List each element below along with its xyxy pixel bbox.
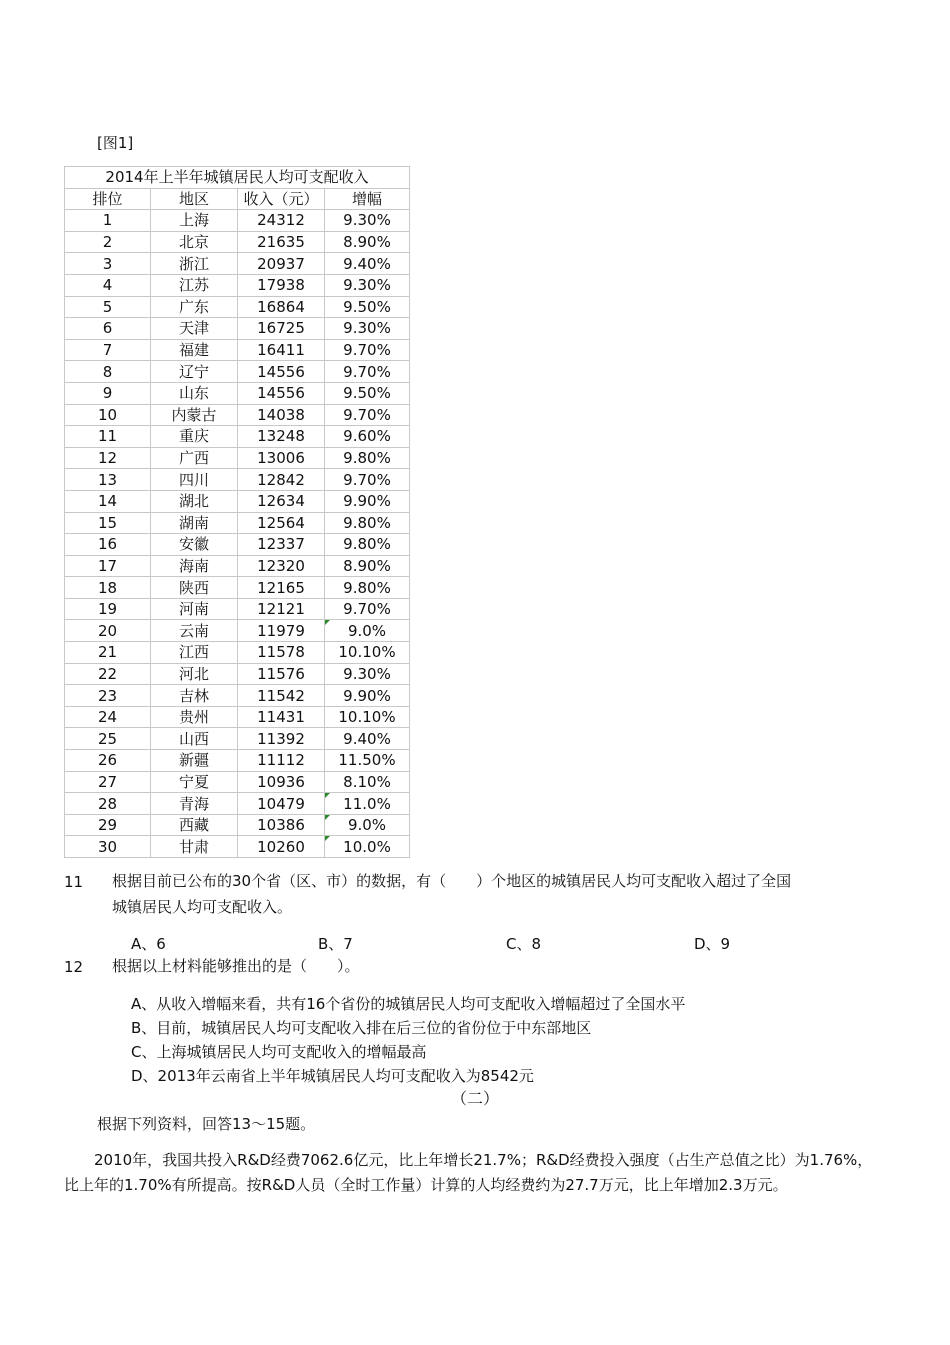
- rank-cell: [65, 404, 151, 426]
- rank-cell: [65, 793, 151, 815]
- growth-cell-text: 9.70%: [343, 362, 391, 381]
- growth-cell: [325, 512, 410, 534]
- cell-error-flag-icon: [325, 815, 330, 820]
- income-cell-text: 21635: [257, 233, 305, 252]
- growth-cell: [325, 339, 410, 361]
- table-row: [65, 534, 410, 556]
- rank-cell-text: 20: [97, 621, 118, 640]
- rank-cell-text: 3: [102, 254, 113, 273]
- growth-cell: [325, 490, 410, 512]
- region-cell: [151, 231, 238, 253]
- growth-cell-text: 9.50%: [343, 297, 391, 316]
- growth-cell: [325, 663, 410, 685]
- growth-cell-text: 9.60%: [343, 427, 391, 446]
- table-row: [65, 771, 410, 793]
- income-cell-text: 12320: [257, 556, 305, 575]
- rank-cell-text: 12: [97, 449, 118, 468]
- growth-cell-text: 9.80%: [343, 449, 391, 468]
- growth-cell: [325, 296, 410, 318]
- rank-cell: [65, 771, 151, 793]
- growth-cell: [325, 598, 410, 620]
- rank-cell-text: 2: [102, 233, 113, 252]
- region-cell: [151, 382, 238, 404]
- region-cell: [151, 490, 238, 512]
- income-cell-text: 17938: [257, 276, 305, 295]
- income-cell-text: 10386: [257, 816, 305, 835]
- income-cell-text: 11979: [257, 621, 305, 640]
- region-cell: [151, 555, 238, 577]
- growth-cell: [325, 318, 410, 340]
- table-row: [65, 728, 410, 750]
- growth-cell: [325, 361, 410, 383]
- growth-cell: [325, 231, 410, 253]
- rank-cell-text: 5: [102, 297, 113, 316]
- q11-text-line2: 城镇居民人均可支配收入。: [112, 898, 293, 916]
- q11-number: 11: [64, 873, 84, 891]
- region-cell-text: 海南: [178, 556, 209, 575]
- table-row: [65, 663, 410, 685]
- growth-cell-text: 9.80%: [343, 513, 391, 532]
- rank-cell: [65, 642, 151, 664]
- growth-cell-text: 9.50%: [343, 384, 391, 403]
- rank-cell-text: 7: [102, 341, 113, 360]
- growth-cell-text: 9.40%: [343, 729, 391, 748]
- growth-cell-text: 9.0%: [347, 816, 387, 835]
- income-cell: [238, 253, 325, 275]
- income-cell-text: 14038: [257, 405, 305, 424]
- table-row: [65, 836, 410, 858]
- growth-cell-text: 9.70%: [343, 600, 391, 619]
- income-cell: [238, 296, 325, 318]
- growth-cell: [325, 253, 410, 275]
- income-cell: [238, 318, 325, 340]
- income-cell-text: 11392: [257, 729, 305, 748]
- region-cell: [151, 706, 238, 728]
- income-cell-text: 11112: [257, 751, 305, 770]
- region-cell: [151, 620, 238, 642]
- table-row: [65, 382, 410, 404]
- region-cell-text: 湖南: [178, 513, 209, 532]
- region-cell: [151, 426, 238, 448]
- rank-cell: [65, 469, 151, 491]
- income-cell: [238, 598, 325, 620]
- growth-cell: [325, 706, 410, 728]
- rank-cell: [65, 339, 151, 361]
- table-title-row: [65, 167, 410, 189]
- growth-cell-text: 9.30%: [343, 211, 391, 230]
- region-cell-text: 天津: [178, 319, 209, 338]
- income-cell: [238, 361, 325, 383]
- region-cell: [151, 685, 238, 707]
- region-cell: [151, 728, 238, 750]
- region-cell-text: 安徽: [178, 535, 209, 554]
- region-cell-text: 河南: [178, 600, 209, 619]
- rank-cell-text: 16: [97, 535, 118, 554]
- growth-cell-text: 10.10%: [338, 708, 396, 727]
- income-cell: [238, 663, 325, 685]
- region-cell: [151, 771, 238, 793]
- income-cell-text: 11576: [257, 664, 305, 683]
- rank-cell-text: 6: [102, 319, 113, 338]
- rank-cell-text: 15: [97, 513, 118, 532]
- growth-cell: [325, 426, 410, 448]
- rank-cell: [65, 685, 151, 707]
- rank-cell-text: 23: [97, 686, 118, 705]
- rank-cell: [65, 555, 151, 577]
- rank-cell-text: 13: [97, 470, 118, 489]
- rank-cell: [65, 836, 151, 858]
- region-cell: [151, 296, 238, 318]
- income-cell: [238, 512, 325, 534]
- income-cell-text: 13006: [257, 449, 305, 468]
- growth-cell-text: 9.90%: [343, 686, 391, 705]
- growth-cell: [325, 469, 410, 491]
- table-row: [65, 685, 410, 707]
- income-cell-text: 12121: [257, 600, 305, 619]
- growth-cell-text: 9.0%: [347, 621, 387, 640]
- rank-cell: [65, 231, 151, 253]
- region-cell-text: 贵州: [178, 708, 209, 727]
- income-cell-text: 20937: [257, 254, 305, 273]
- income-cell: [238, 814, 325, 836]
- q11-option-d[interactable]: D、9: [694, 935, 731, 953]
- rank-cell-text: 25: [97, 729, 118, 748]
- header-rank: 排位: [65, 188, 151, 210]
- growth-cell: [325, 447, 410, 469]
- table-row: [65, 296, 410, 318]
- q12-text: 根据以上材料能够推出的是（ ）。: [112, 957, 360, 975]
- rank-cell: [65, 728, 151, 750]
- region-cell-text: 四川: [178, 470, 209, 489]
- income-cell: [238, 750, 325, 772]
- rank-cell-text: 1: [102, 211, 113, 230]
- region-cell-text: 湖北: [178, 492, 209, 511]
- rank-cell: [65, 750, 151, 772]
- rank-cell: [65, 382, 151, 404]
- q12-option-a[interactable]: A、从收入增幅来看，共有16个省份的城镇居民人均可支配收入增幅超过了全国水平: [131, 995, 686, 1013]
- growth-cell: [325, 836, 410, 858]
- growth-cell-text: 9.90%: [343, 492, 391, 511]
- income-cell: [238, 728, 325, 750]
- q12-number: 12: [64, 958, 84, 976]
- income-cell: [238, 534, 325, 556]
- income-cell: [238, 231, 325, 253]
- growth-cell: [325, 685, 410, 707]
- table-row: [65, 339, 410, 361]
- income-cell-text: 14556: [257, 362, 305, 381]
- growth-cell: [325, 382, 410, 404]
- region-cell: [151, 534, 238, 556]
- region-cell: [151, 253, 238, 275]
- q11-option-b[interactable]: B、7: [318, 935, 353, 953]
- table-row: [65, 469, 410, 491]
- region-cell: [151, 836, 238, 858]
- table-row: [65, 274, 410, 296]
- income-cell: [238, 555, 325, 577]
- section-title: （二）: [450, 1089, 499, 1108]
- region-cell: [151, 361, 238, 383]
- growth-cell: [325, 814, 410, 836]
- rank-cell-text: 22: [97, 664, 118, 683]
- header-income: 收入（元）: [238, 188, 325, 210]
- growth-cell: [325, 793, 410, 815]
- rank-cell: [65, 512, 151, 534]
- income-cell-text: 16725: [257, 319, 305, 338]
- rank-cell-text: 27: [97, 772, 118, 791]
- rank-cell-text: 11: [97, 427, 118, 446]
- table-row: [65, 490, 410, 512]
- income-cell: [238, 490, 325, 512]
- growth-cell: [325, 728, 410, 750]
- cell-error-flag-icon: [325, 836, 330, 841]
- table-row: [65, 512, 410, 534]
- region-cell-text: 吉林: [178, 686, 209, 705]
- rank-cell-text: 19: [97, 600, 118, 619]
- region-cell: [151, 814, 238, 836]
- income-cell-text: 12842: [257, 470, 305, 489]
- growth-cell: [325, 534, 410, 556]
- region-cell-text: 重庆: [178, 427, 209, 446]
- region-cell-text: 山西: [178, 729, 209, 748]
- region-cell: [151, 598, 238, 620]
- q12-option-c[interactable]: C、上海城镇居民人均可支配收入的增幅最高: [131, 1043, 427, 1061]
- growth-cell-text: 9.30%: [343, 319, 391, 338]
- region-cell-text: 云南: [178, 621, 209, 640]
- income-cell: [238, 404, 325, 426]
- region-cell: [151, 512, 238, 534]
- growth-cell-text: 8.10%: [343, 772, 391, 791]
- income-cell: [238, 210, 325, 232]
- income-cell-text: 10260: [257, 837, 305, 856]
- region-cell: [151, 447, 238, 469]
- growth-cell: [325, 750, 410, 772]
- table-row: [65, 555, 410, 577]
- growth-cell-text: 9.80%: [343, 535, 391, 554]
- income-cell-text: 12564: [257, 513, 305, 532]
- income-cell: [238, 577, 325, 599]
- rank-cell: [65, 296, 151, 318]
- q11-option-a[interactable]: A、6: [131, 935, 166, 953]
- table-row: [65, 253, 410, 275]
- table-row: [65, 750, 410, 772]
- income-cell-text: 12337: [257, 535, 305, 554]
- growth-cell-text: 9.40%: [343, 254, 391, 273]
- income-cell: [238, 771, 325, 793]
- rank-cell: [65, 210, 151, 232]
- income-cell-text: 24312: [257, 211, 305, 230]
- q12-option-b[interactable]: B、目前，城镇居民人均可支配收入排在后三位的省份位于中东部地区: [131, 1019, 592, 1037]
- growth-cell: [325, 555, 410, 577]
- growth-cell: [325, 404, 410, 426]
- region-cell-text: 广西: [178, 449, 209, 468]
- growth-cell-text: 9.80%: [343, 578, 391, 597]
- rank-cell: [65, 663, 151, 685]
- income-cell: [238, 836, 325, 858]
- rank-cell: [65, 426, 151, 448]
- region-cell: [151, 577, 238, 599]
- growth-cell-text: 9.30%: [343, 664, 391, 683]
- section-instruction: 根据下列资料，回答13～15题。: [97, 1115, 316, 1133]
- region-cell: [151, 750, 238, 772]
- growth-cell-text: 9.70%: [343, 405, 391, 424]
- rank-cell: [65, 620, 151, 642]
- income-cell: [238, 793, 325, 815]
- rank-cell: [65, 814, 151, 836]
- table-row: [65, 814, 410, 836]
- income-cell: [238, 382, 325, 404]
- income-cell-text: 14556: [257, 384, 305, 403]
- income-cell: [238, 447, 325, 469]
- region-cell-text: 上海: [178, 211, 209, 230]
- region-cell: [151, 339, 238, 361]
- rank-cell-text: 26: [97, 751, 118, 770]
- region-cell: [151, 469, 238, 491]
- income-cell-text: 12634: [257, 492, 305, 511]
- region-cell-text: 西藏: [178, 816, 209, 835]
- region-cell-text: 北京: [178, 233, 209, 252]
- region-cell-text: 广东: [178, 297, 209, 316]
- growth-cell-text: 10.10%: [338, 643, 396, 662]
- growth-cell: [325, 210, 410, 232]
- region-cell-text: 河北: [178, 664, 209, 683]
- growth-cell-text: 9.30%: [343, 276, 391, 295]
- growth-cell-text: 8.90%: [343, 556, 391, 575]
- growth-cell: [325, 620, 410, 642]
- income-table: [64, 166, 410, 858]
- table-row: [65, 577, 410, 599]
- region-cell-text: 福建: [178, 341, 209, 360]
- rank-cell: [65, 577, 151, 599]
- growth-cell: [325, 771, 410, 793]
- table-row: [65, 210, 410, 232]
- region-cell: [151, 642, 238, 664]
- rank-cell-text: 17: [97, 556, 118, 575]
- header-growth: 增幅: [325, 188, 410, 210]
- rank-cell: [65, 318, 151, 340]
- rank-cell: [65, 706, 151, 728]
- rank-cell-text: 28: [97, 794, 118, 813]
- table-row: [65, 642, 410, 664]
- cell-error-flag-icon: [325, 620, 330, 625]
- rank-cell-text: 18: [97, 578, 118, 597]
- growth-cell-text: 11.50%: [338, 751, 396, 770]
- region-cell-text: 青海: [178, 794, 209, 813]
- region-cell-text: 江西: [178, 643, 209, 662]
- rank-cell: [65, 490, 151, 512]
- rank-cell: [65, 598, 151, 620]
- rank-cell: [65, 361, 151, 383]
- growth-cell-text: 9.70%: [343, 341, 391, 360]
- table-row: [65, 793, 410, 815]
- region-cell-text: 甘肃: [178, 837, 209, 856]
- growth-cell-text: 8.90%: [343, 233, 391, 252]
- rank-cell-text: 4: [102, 276, 113, 295]
- rank-cell-text: 24: [97, 708, 118, 727]
- income-cell-text: 12165: [257, 578, 305, 597]
- region-cell-text: 宁夏: [178, 772, 209, 791]
- rank-cell-text: 14: [97, 492, 118, 511]
- region-cell-text: 江苏: [178, 276, 209, 295]
- growth-cell-text: 9.70%: [343, 470, 391, 489]
- rank-cell: [65, 274, 151, 296]
- table-row: [65, 361, 410, 383]
- table-row: [65, 404, 410, 426]
- table-row: [65, 231, 410, 253]
- income-cell-text: 11431: [257, 708, 305, 727]
- income-cell-text: 16411: [257, 341, 305, 360]
- growth-cell-text: 10.0%: [343, 837, 391, 856]
- region-cell-text: 陕西: [178, 578, 209, 597]
- region-cell-text: 浙江: [178, 254, 209, 273]
- income-cell: [238, 706, 325, 728]
- income-cell: [238, 426, 325, 448]
- income-cell: [238, 685, 325, 707]
- income-cell-text: 10479: [257, 794, 305, 813]
- rank-cell: [65, 253, 151, 275]
- growth-cell: [325, 577, 410, 599]
- income-cell-text: 11578: [257, 643, 305, 662]
- income-cell-text: 16864: [257, 297, 305, 316]
- region-cell-text: 辽宁: [178, 362, 209, 381]
- rank-cell-text: 8: [102, 362, 113, 381]
- region-cell-text: 新疆: [178, 751, 209, 770]
- table-title: 2014年上半年城镇居民人均可支配收入: [65, 167, 410, 189]
- region-cell-text: 内蒙古: [171, 405, 217, 424]
- table-row: [65, 426, 410, 448]
- growth-cell: [325, 274, 410, 296]
- rank-cell-text: 10: [97, 405, 118, 424]
- table-row: [65, 620, 410, 642]
- income-cell: [238, 274, 325, 296]
- table-row: [65, 318, 410, 340]
- growth-cell-text: 11.0%: [343, 794, 391, 813]
- cell-error-flag-icon: [325, 793, 330, 798]
- income-cell: [238, 339, 325, 361]
- growth-cell: [325, 642, 410, 664]
- income-cell: [238, 642, 325, 664]
- region-cell-text: 山东: [178, 384, 209, 403]
- rank-cell-text: 30: [97, 837, 118, 856]
- section-paragraph: 2010年，我国共投入R&D经费7062.6亿元，比上年增长21.7%；R&D经费投入强度（占生产总值之比）为1.76%，比上年的1.70%有所提高。按R&D人员（全时工作量）计算的人均经费约为27.7万元，比上年增加2.3万元。: [64, 1151, 873, 1194]
- rank-cell-text: 9: [102, 384, 113, 403]
- table-row: [65, 706, 410, 728]
- region-cell: [151, 404, 238, 426]
- figure-label: [图1]: [97, 134, 134, 152]
- region-cell: [151, 274, 238, 296]
- q12-option-d[interactable]: D、2013年云南省上半年城镇居民人均可支配收入为8542元: [131, 1067, 534, 1085]
- income-cell: [238, 469, 325, 491]
- income-cell: [238, 620, 325, 642]
- income-cell-text: 11542: [257, 686, 305, 705]
- region-cell: [151, 210, 238, 232]
- region-cell: [151, 663, 238, 685]
- rank-cell: [65, 534, 151, 556]
- table-row: [65, 447, 410, 469]
- table-row: [65, 598, 410, 620]
- q11-text-line1: 根据目前已公布的30个省（区、市）的数据，有（ ）个地区的城镇居民人均可支配收入超过了全国: [112, 872, 792, 890]
- income-cell-text: 13248: [257, 427, 305, 446]
- q11-option-c[interactable]: C、8: [506, 935, 542, 953]
- rank-cell-text: 21: [97, 643, 118, 662]
- rank-cell-text: 29: [97, 816, 118, 835]
- rank-cell: [65, 447, 151, 469]
- header-region: 地区: [151, 188, 238, 210]
- income-cell-text: 10936: [257, 772, 305, 791]
- region-cell: [151, 793, 238, 815]
- table-header-row: [65, 188, 410, 210]
- region-cell: [151, 318, 238, 340]
